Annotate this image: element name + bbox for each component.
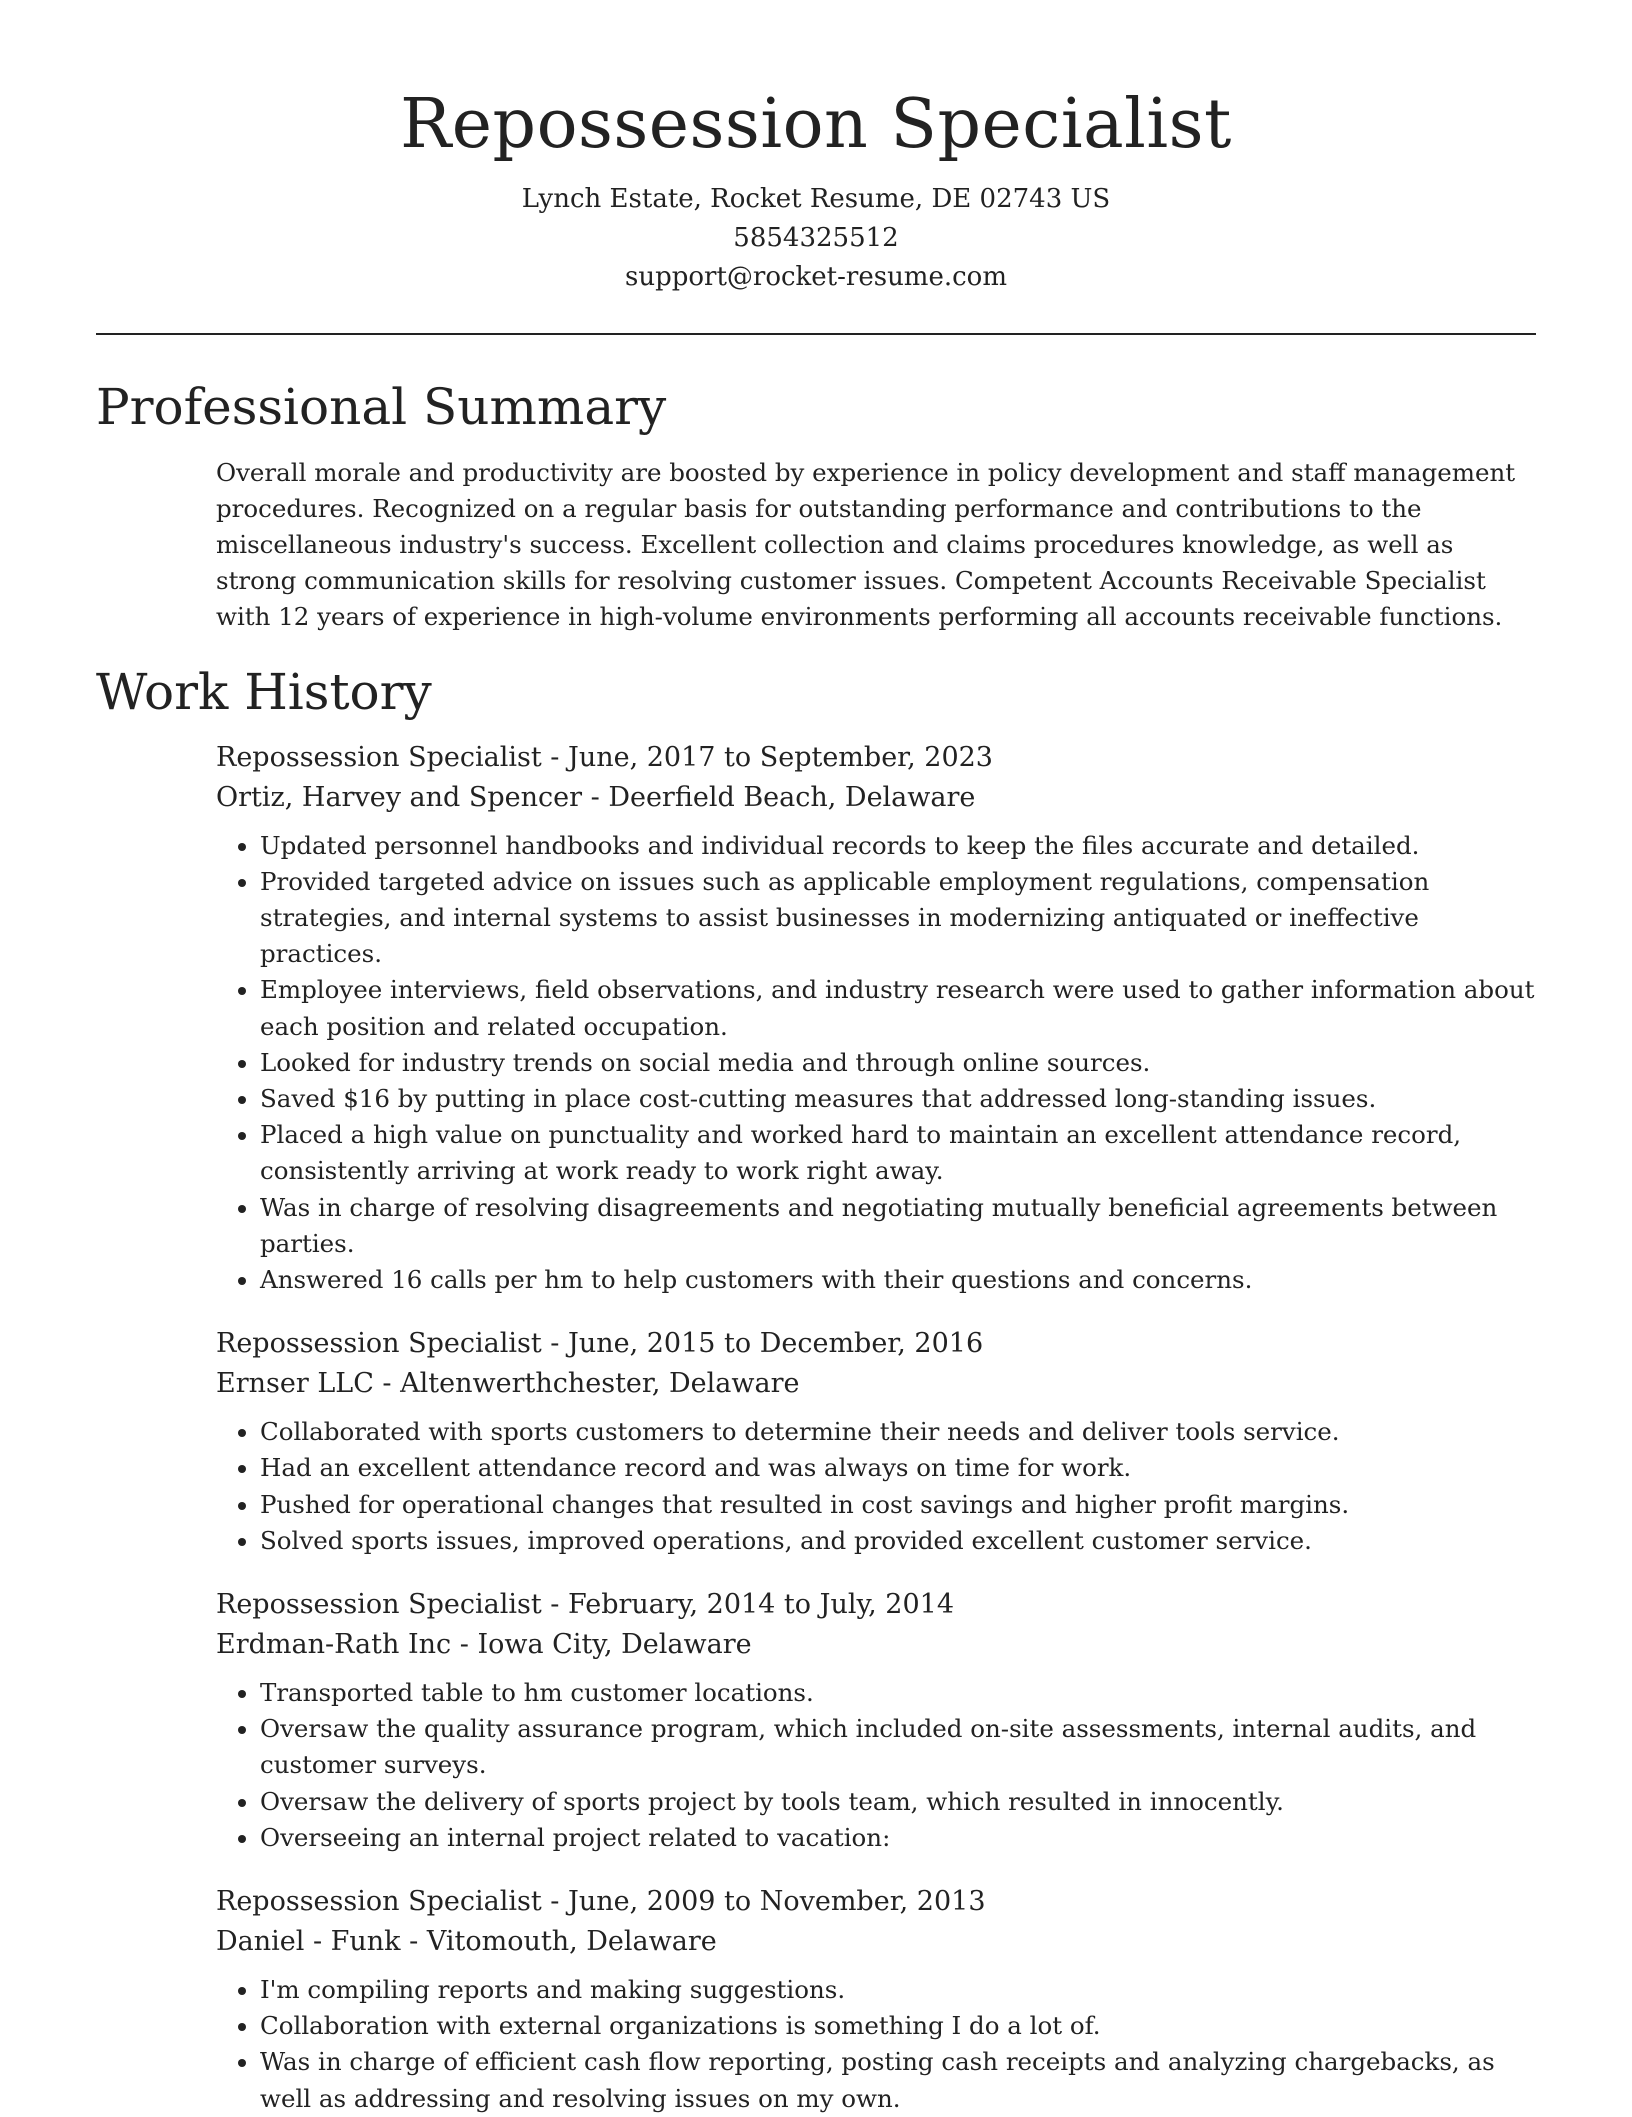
address: Lynch Estate, Rocket Resume, DE 02743 US — [521, 184, 1111, 214]
job-bullet: • Solved sports issues, improved operations, and provided excellent customer service. — [260, 1523, 1536, 1559]
job-bullet: • Looked for industry trends on social media and through online sources. — [260, 1045, 1536, 1081]
job-entry — [216, 1324, 1536, 1559]
job-bullet: • Updated personnel handbooks and individual records to keep the files accurate and detailed. — [260, 828, 1536, 864]
job-bullets — [216, 828, 1536, 1299]
job-entry — [216, 1882, 1536, 2117]
job-bullet: • Had an excellent attendance record and was always on time for work. — [260, 1450, 1536, 1486]
contact-info — [96, 180, 1536, 297]
summary-text: Overall morale and productivity are boosted by experience in policy development and staff management procedures. Recognized on a regular basis for outstanding performance and contributions to the miscellaneous industry's success. Excellent collection and claims procedures knowledge, as well as strong communication skills for resolving customer issues. Competent Accounts Receivable Specialist with 12 years of experience in high-volume environments performing all accounts receivable functions. — [216, 458, 1516, 631]
job-company-location: Ortiz, Harvey and Spencer - Deerfield Beach, Delaware — [216, 781, 976, 813]
phone-number: 5854325512 — [733, 223, 899, 253]
job-bullets — [216, 1675, 1536, 1856]
summary-heading: Professional Summary — [96, 378, 667, 436]
resume-page — [96, 0, 1536, 2117]
candidate-name: Repossession Specialist — [400, 85, 1232, 164]
email-address: support@rocket-resume.com — [624, 262, 1007, 292]
job-bullet: • Overseeing an internal project related to vacation: — [260, 1820, 1536, 1856]
job-bullet: • Answered 16 calls per hm to help customers with their questions and concerns. — [260, 1262, 1536, 1298]
job-title-dates: Repossession Specialist - February, 2014 to July, 2014 — [216, 1588, 955, 1620]
job-entry — [216, 738, 1536, 1299]
job-company-location: Erdman-Rath Inc - Iowa City, Delaware — [216, 1628, 752, 1660]
job-bullet: • Collaboration with external organizations is something I do a lot of. — [260, 2008, 1536, 2044]
job-bullet: • I'm compiling reports and making suggestions. — [260, 1972, 1536, 2008]
work-history-list — [216, 738, 1536, 2117]
job-bullet: • Transported table to hm customer locations. — [260, 1675, 1536, 1711]
job-company-location: Daniel - Funk - Vitomouth, Delaware — [216, 1925, 717, 1957]
job-bullet: • Collaborated with sports customers to determine their needs and deliver tools service. — [260, 1414, 1536, 1450]
job-title-dates: Repossession Specialist - June, 2017 to September, 2023 — [216, 741, 993, 773]
job-bullet: • Saved $16 by putting in place cost-cutting measures that addressed long-standing issues. — [260, 1081, 1536, 1117]
job-bullet: • Oversaw the quality assurance program, which included on-site assessments, internal audits, and customer surveys. — [260, 1711, 1536, 1783]
resume-header — [96, 0, 1536, 297]
job-title-dates: Repossession Specialist - June, 2015 to December, 2016 — [216, 1328, 984, 1360]
job-entry — [216, 1585, 1536, 1856]
work-history-heading: Work History — [96, 662, 432, 721]
job-bullet: • Placed a high value on punctuality and worked hard to maintain an excellent attendance record, consistently arriving at work ready to work right away. — [260, 1117, 1536, 1189]
header-divider — [96, 333, 1536, 335]
job-bullet: • Provided targeted advice on issues such as applicable employment regulations, compensation strategies, and internal systems to assist businesses in modernizing antiquated or ineffective practices. — [260, 864, 1536, 973]
job-bullets — [216, 1972, 1536, 2117]
job-bullet: • Was in charge of efficient cash flow reporting, posting cash receipts and analyzing chargebacks, as well as addressing and resolving issues on my own. — [260, 2044, 1536, 2116]
job-company-location: Ernser LLC - Altenwerthchester, Delaware — [216, 1368, 800, 1400]
job-bullet: • Employee interviews, field observations, and industry research were used to gather information about each position and related occupation. — [260, 972, 1536, 1044]
job-title-dates: Repossession Specialist - June, 2009 to November, 2013 — [216, 1885, 986, 1917]
job-bullets — [216, 1414, 1536, 1559]
job-bullet: • Oversaw the delivery of sports project by tools team, which resulted in innocently. — [260, 1784, 1536, 1820]
job-bullet: • Pushed for operational changes that resulted in cost savings and higher profit margins. — [260, 1487, 1536, 1523]
job-bullet: • Was in charge of resolving disagreements and negotiating mutually beneficial agreements between parties. — [260, 1190, 1536, 1262]
